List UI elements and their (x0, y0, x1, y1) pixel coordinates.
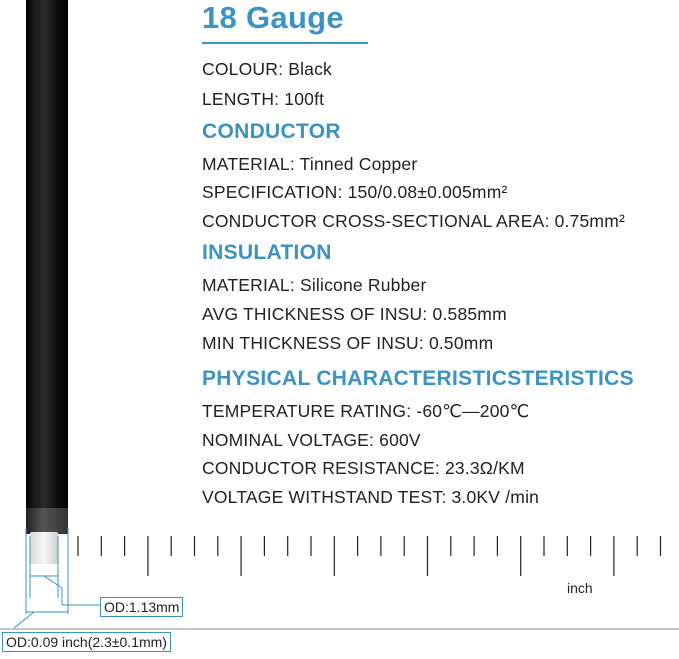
ruler-baseline (0, 628, 679, 630)
page-title: 18 Gauge (202, 0, 344, 35)
insulation-material: MATERIAL: Silicone Rubber (202, 275, 427, 295)
wire-insulation (26, 0, 68, 520)
conductor-specification: SPECIFICATION: 150/0.08±0.005mm² (202, 182, 508, 202)
insulation-heading: INSULATION (202, 241, 332, 264)
conductor-heading: CONDUCTOR (202, 120, 341, 143)
voltage-withstand-test: VOLTAGE WITHSTAND TEST: 3.0KV /min (202, 487, 540, 507)
inner-od-label: OD:1.13mm (100, 597, 183, 617)
conductor-cross-section: CONDUCTOR CROSS-SECTIONAL AREA: 0.75mm² (202, 211, 626, 231)
physical-heading: PHYSICAL CHARACTERISTICSTERISTICS (202, 367, 634, 390)
insulation-avg-thickness: AVG THICKNESS OF INSU: 0.585mm (202, 304, 507, 324)
conductor-material: MATERIAL: Tinned Copper (202, 154, 418, 174)
conductor-resistance: CONDUCTOR RESISTANCE: 23.3Ω/KM (202, 458, 525, 478)
ruler-unit-label: inch (567, 580, 593, 596)
ruler-ticks (78, 536, 661, 576)
outer-od-leader (14, 612, 34, 628)
temperature-rating: TEMPERATURE RATING: -60℃—200℃ (202, 401, 530, 421)
colour-spec: COLOUR: Black (202, 59, 332, 79)
outer-od-label: OD:0.09 inch(2.3±0.1mm) (2, 632, 171, 652)
length-spec: LENGTH: 100ft (202, 89, 325, 109)
insulation-min-thickness: MIN THICKNESS OF INSU: 0.50mm (202, 333, 494, 353)
nominal-voltage: NOMINAL VOLTAGE: 600V (202, 430, 421, 450)
title-underline (202, 42, 368, 44)
